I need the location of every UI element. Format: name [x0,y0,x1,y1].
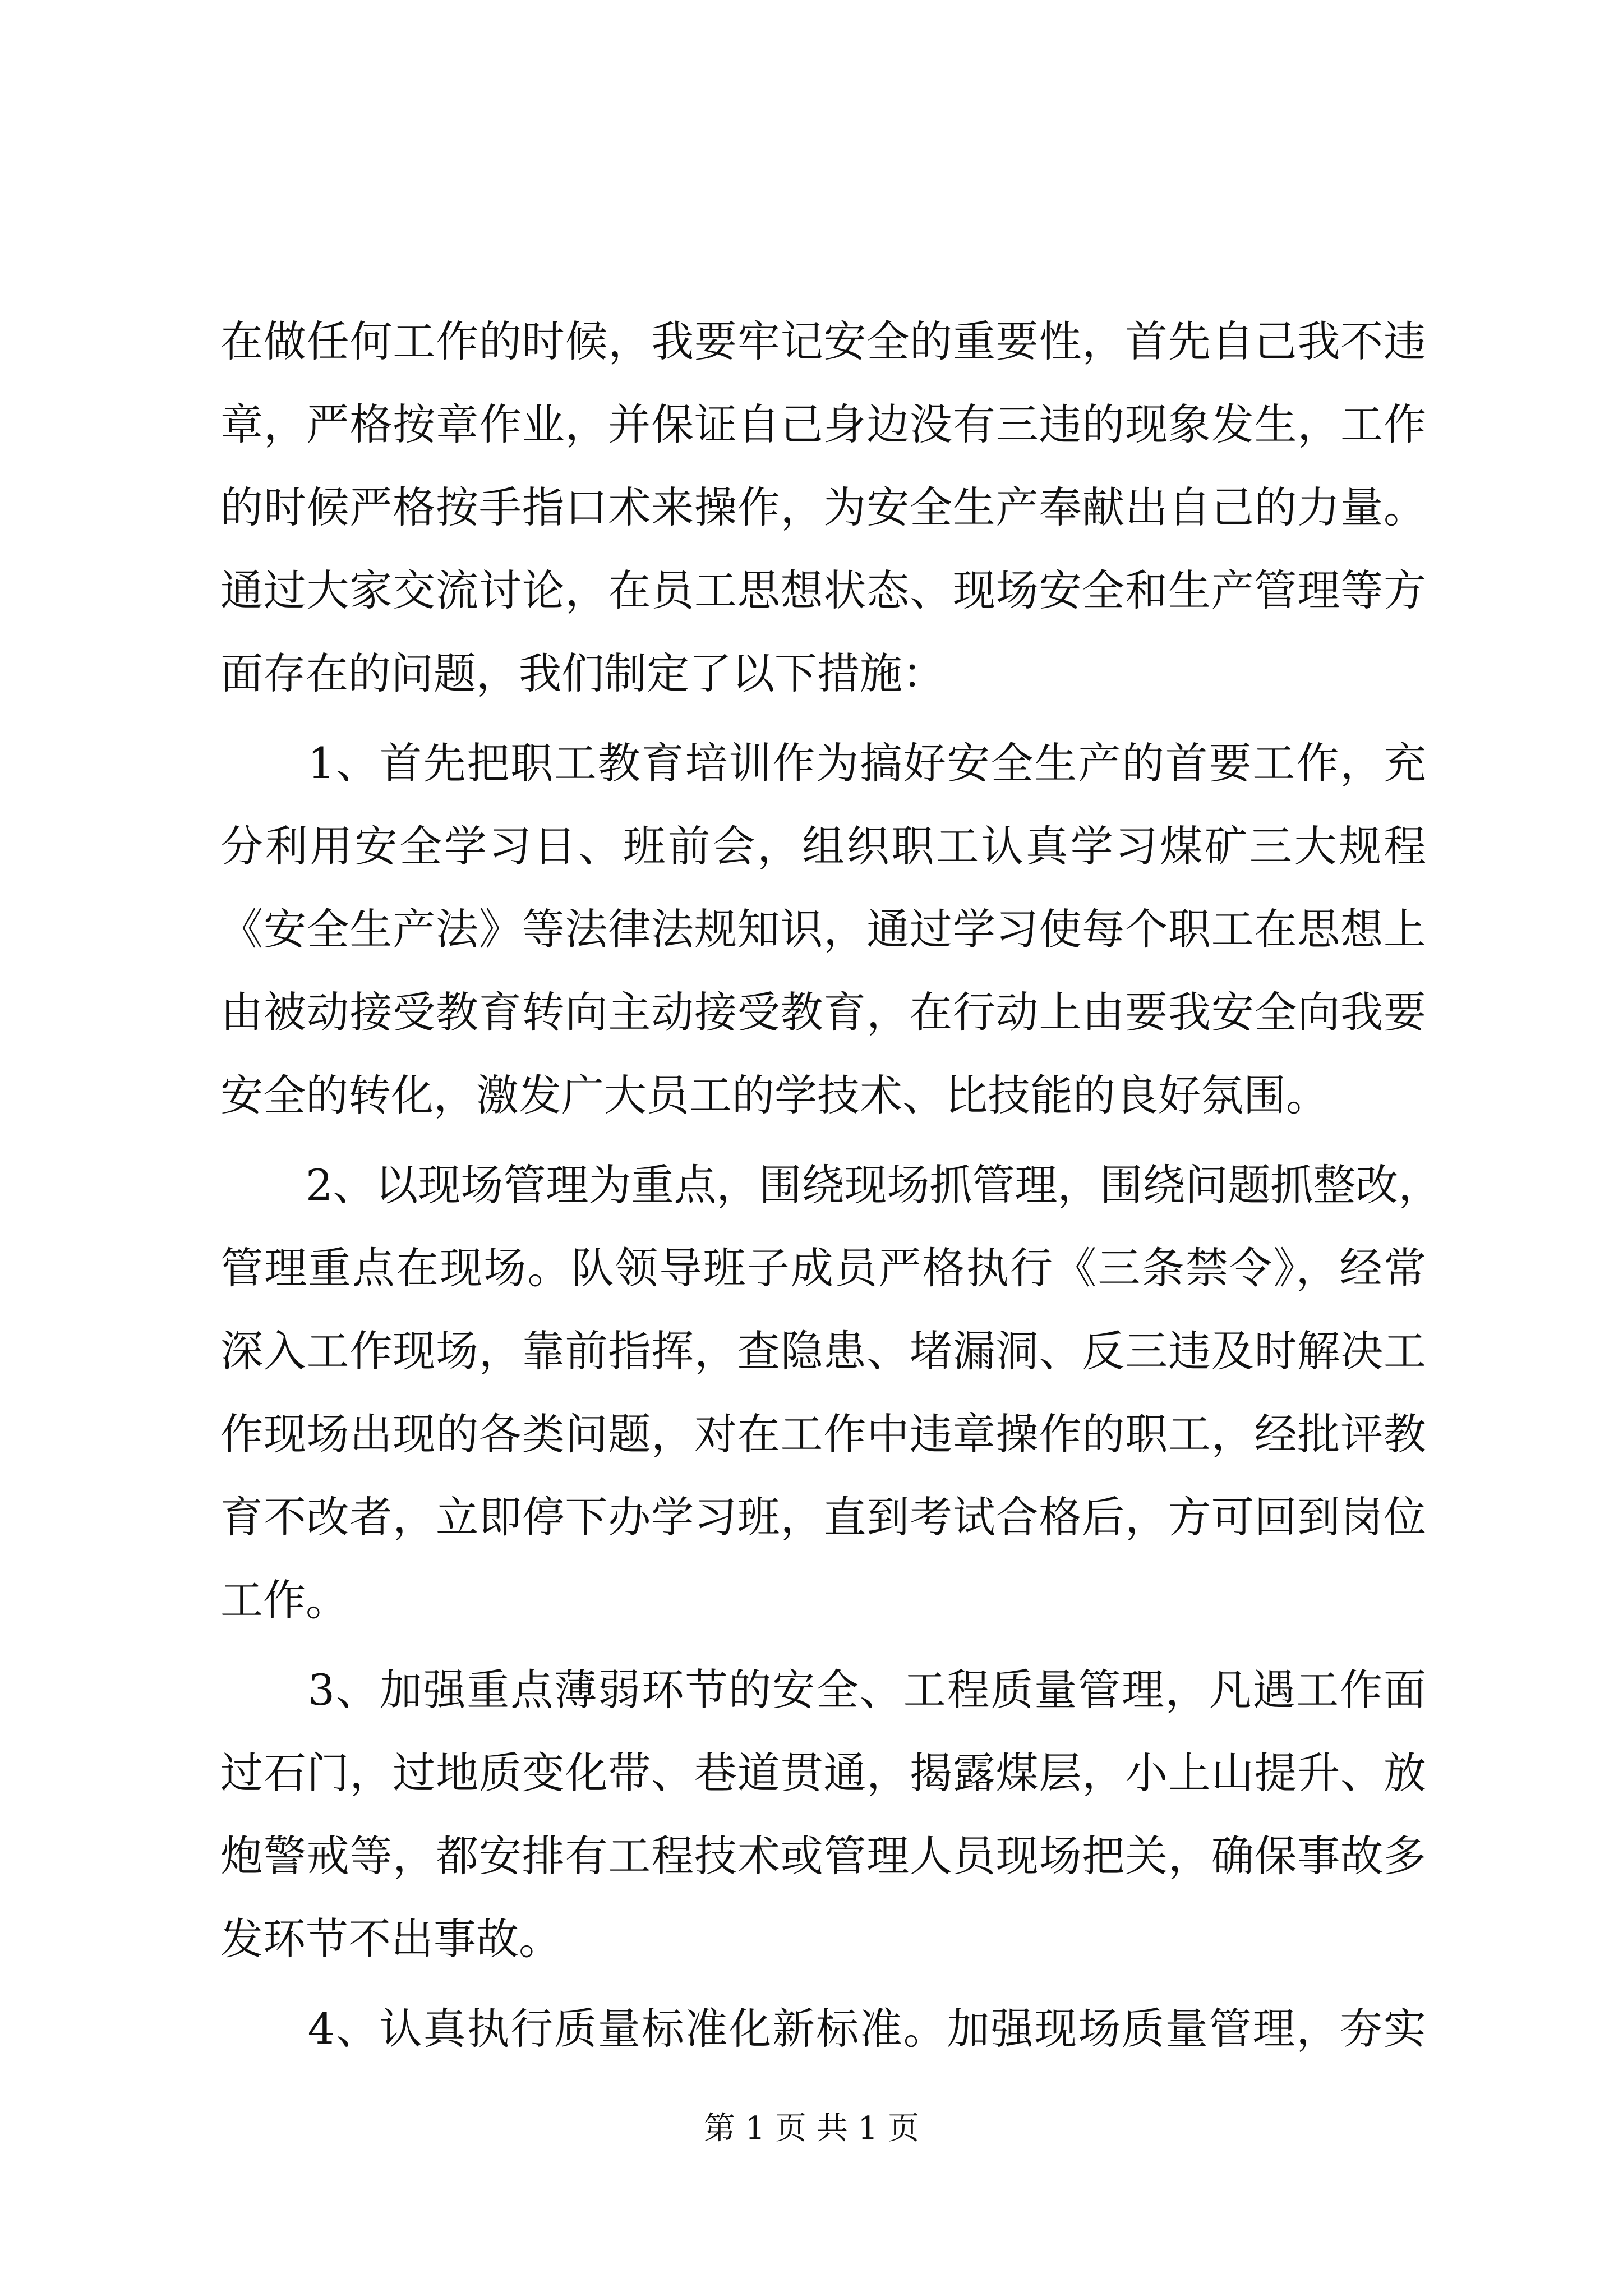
paragraph-item-3 [220,1649,1426,1981]
text-line: 深入工作现场，靠前指挥，查隐患、堵漏洞、反三违及时解决工 [220,1326,1426,1376]
paragraph-item-1 [220,722,1426,1137]
text-line: 1、首先把职工教育培训作为搞好安全生产的首要工作，充 [220,738,1426,788]
text-line: 通过大家交流讨论，在员工思想状态、现场安全和生产管理等方 [220,565,1426,615]
text-line: 工作。 [220,1575,348,1625]
text-line: 发环节不出事故。 [220,1914,561,1964]
text-line: 由被动接受教育转向主动接受教育，在行动上由要我安全向我要 [220,987,1426,1037]
paragraph-item-2 [220,1144,1441,1642]
text-line: 分利用安全学习日、班前会，组织职工认真学习煤矿三大规程 [220,821,1426,871]
text-line: 的时候严格按手指口术来操作，为安全生产奉献出自己的力量。 [220,482,1426,532]
text-line: 面存在的问题，我们制定了以下措施： [220,648,945,698]
text-line: 章，严格按章作业，并保证自己身边没有三违的现象发生，工作 [220,399,1426,449]
text-line: 炮警戒等，都安排有工程技术或管理人员现场把关，确保事故多 [220,1831,1426,1881]
paragraph-intro [220,300,1426,715]
document-body [220,300,1441,2070]
text-line: 《安全生产法》等法律法规知识，通过学习使每个职工在思想上 [220,904,1426,954]
text-line: 安全的转化，激发广大员工的学技术、比技能的良好氛围。 [220,1070,1329,1120]
text-line: 2、以现场管理为重点，围绕现场抓管理，围绕问题抓整改， [220,1160,1441,1210]
page-footer: 第 1 页 共 1 页 [703,2110,920,2147]
text-line: 作现场出现的各类问题，对在工作中违章操作的职工，经批评教 [220,1409,1426,1459]
text-line: 3、加强重点薄弱环节的安全、工程质量管理，凡遇工作面 [220,1665,1426,1715]
text-line: 育不改者，立即停下办学习班，直到考试合格后，方可回到岗位 [220,1492,1426,1542]
text-line: 在做任何工作的时候，我要牢记安全的重要性，首先自己我不违 [220,316,1426,366]
text-line: 4、认真执行质量标准化新标准。加强现场质量管理，夯实 [220,2004,1426,2054]
text-line: 管理重点在现场。队领导班子成员严格执行《三条禁令》，经常 [220,1243,1426,1293]
paragraph-item-4 [220,1987,1426,2070]
text-line: 过石门，过地质变化带、巷道贯通，揭露煤层，小上山提升、放 [220,1748,1426,1798]
